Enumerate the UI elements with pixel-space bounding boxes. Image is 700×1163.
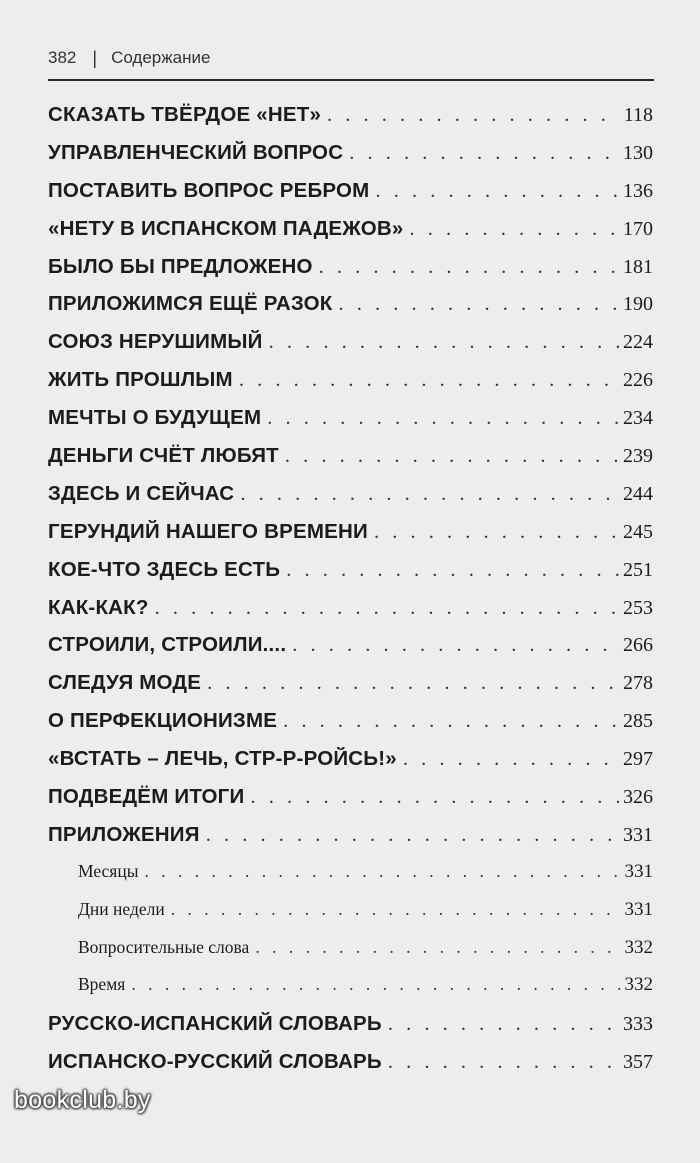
toc-entry-page: 226 [623, 369, 653, 392]
toc-entry-page: 331 [623, 823, 653, 846]
toc-entry-title: «НЕТУ В ИСПАНСКОМ ПАДЕЖОВ» [48, 216, 404, 240]
dot-leader [292, 634, 619, 657]
dot-leader [327, 104, 620, 127]
toc-entry-title: Вопросительные слова [78, 936, 250, 957]
toc-entry [48, 255, 653, 293]
toc-entry-title: БЫЛО БЫ ПРЕДЛОЖЕНО [48, 254, 313, 278]
dot-leader [155, 597, 619, 620]
dot-leader [285, 445, 619, 468]
dot-leader [267, 407, 619, 430]
toc-entry [48, 633, 653, 671]
toc-entry-title: ИСПАНСКО-РУССКИЙ СЛОВАРЬ [48, 1050, 382, 1074]
toc-entry-page: 297 [623, 748, 653, 771]
dot-leader [388, 1051, 619, 1074]
toc-entry [48, 558, 653, 596]
toc-entry-title: УПРАВЛЕНЧЕСКИЙ ВОПРОС [48, 140, 344, 164]
toc-entry [48, 217, 653, 255]
toc-entry-page: 331 [624, 860, 653, 882]
page-number: 382 [48, 48, 77, 67]
toc-entry [48, 444, 653, 482]
toc-entry [48, 179, 653, 217]
toc-entry-title: «ВСТАТЬ – ЛЕЧЬ, СТР-Р-РОЙСЬ!» [48, 747, 397, 771]
toc-entry-page: 331 [624, 898, 653, 920]
toc-entry [48, 330, 653, 368]
toc-entry-title: РУССКО-ИСПАНСКИЙ СЛОВАРЬ [48, 1012, 382, 1036]
toc-entry [48, 1012, 653, 1050]
toc-entry-page: 332 [624, 936, 653, 958]
dot-leader [206, 824, 619, 847]
toc-entry [48, 823, 653, 861]
toc-entry-page: 253 [623, 596, 653, 619]
dot-leader [338, 293, 619, 316]
toc-entry-page: 190 [623, 293, 653, 316]
dot-leader [171, 899, 621, 920]
toc-entry-title: СЛЕДУЯ МОДЕ [48, 671, 202, 695]
toc-entry-title: ДЕНЬГИ СЧЁТ ЛЮБЯТ [48, 444, 279, 468]
dot-leader [283, 710, 619, 733]
toc-entry-title: ПОДВЕДЁМ ИТОГИ [48, 785, 245, 809]
toc-subentry [48, 937, 653, 975]
toc-entry-page: 357 [623, 1051, 653, 1074]
toc-entry [48, 709, 653, 747]
toc-entry-page: 224 [623, 331, 653, 354]
dot-leader [207, 672, 619, 695]
toc-entry-title: ПОСТАВИТЬ ВОПРОС РЕБРОМ [48, 178, 370, 202]
toc-entry-page: 285 [623, 710, 653, 733]
dot-leader [388, 1013, 619, 1036]
toc-entry-title: КАК-КАК? [48, 595, 149, 619]
dot-leader [375, 180, 619, 203]
toc-entry-title: СОЮЗ НЕРУШИМЫЙ [48, 330, 263, 354]
dot-leader [131, 974, 620, 995]
dot-leader [403, 748, 619, 771]
table-of-contents [48, 103, 653, 1088]
toc-entry [48, 785, 653, 823]
toc-entry [48, 292, 653, 330]
toc-entry-title: ГЕРУНДИЙ НАШЕГО ВРЕМЕНИ [48, 519, 368, 543]
dot-leader [144, 861, 620, 882]
toc-entry [48, 671, 653, 709]
toc-entry-title: ЗДЕСЬ И СЕЙЧАС [48, 481, 235, 505]
toc-entry-page: 118 [623, 104, 653, 126]
toc-entry-title: ПРИЛОЖИМСЯ ЕЩЁ РАЗОК [48, 292, 333, 316]
dot-leader [409, 218, 619, 241]
toc-entry [48, 406, 653, 444]
toc-entry-page: 244 [623, 482, 653, 505]
toc-entry [48, 141, 653, 179]
toc-entry [48, 103, 653, 141]
toc-entry [48, 747, 653, 785]
running-header [48, 44, 654, 72]
toc-entry-page: 136 [623, 179, 653, 202]
toc-entry-page: 332 [624, 974, 653, 996]
header-rule [48, 79, 654, 81]
toc-entry-title: СКАЗАТЬ ТВЁРДОЕ «НЕТ» [48, 103, 322, 126]
dot-leader [255, 937, 620, 958]
toc-subentry [48, 974, 653, 1012]
toc-subentry [48, 861, 653, 899]
toc-entry-page: 245 [623, 520, 653, 543]
toc-entry-page: 170 [623, 217, 653, 240]
toc-entry-page: 266 [623, 634, 653, 657]
toc-entry-page: 239 [623, 445, 653, 468]
toc-entry-title: Месяцы [78, 860, 139, 881]
dot-leader [349, 142, 619, 165]
toc-entry-title: МЕЧТЫ О БУДУЩЕМ [48, 406, 262, 430]
dot-leader [239, 369, 619, 392]
toc-entry-title: СТРОИЛИ, СТРОИЛИ.... [48, 633, 287, 657]
toc-entry-title: О ПЕРФЕКЦИОНИЗМЕ [48, 709, 278, 733]
toc-entry-title: Время [78, 974, 126, 995]
toc-entry-page: 234 [623, 407, 653, 430]
toc-entry [48, 596, 653, 634]
toc-entry-page: 251 [623, 558, 653, 581]
toc-subentry [48, 899, 653, 937]
toc-entry [48, 368, 653, 406]
toc-entry-title: ПРИЛОЖЕНИЯ [48, 822, 200, 846]
dot-leader [374, 521, 619, 544]
toc-entry-page: 333 [623, 1013, 653, 1036]
toc-entry-page: 278 [623, 672, 653, 695]
toc-entry-page: 181 [623, 255, 653, 278]
dot-leader [286, 559, 619, 582]
toc-entry-page: 130 [623, 141, 653, 164]
toc-entry [48, 520, 653, 558]
toc-entry-page: 326 [623, 786, 653, 809]
toc-entry [48, 1050, 653, 1088]
toc-entry-title: КОЕ-ЧТО ЗДЕСЬ ЕСТЬ [48, 557, 281, 581]
toc-entry [48, 482, 653, 520]
watermark: bookclub.by [14, 1086, 151, 1114]
dot-leader [250, 786, 619, 809]
dot-leader [319, 256, 619, 279]
section-title: Содержание [111, 48, 211, 67]
header-separator: | [92, 47, 98, 68]
dot-leader [240, 483, 619, 506]
toc-entry-title: ЖИТЬ ПРОШЛЫМ [48, 368, 233, 392]
dot-leader [269, 331, 619, 354]
toc-entry-title: Дни недели [78, 898, 165, 919]
